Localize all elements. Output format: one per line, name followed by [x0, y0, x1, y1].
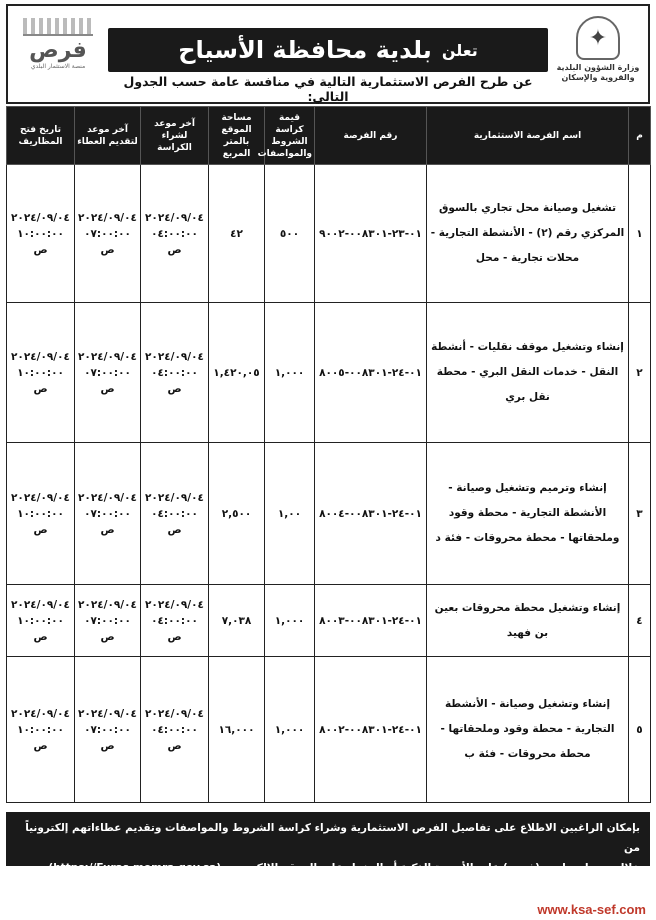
bid-deadline-time: ٠٧:٠٠:٠٠ ص — [84, 614, 131, 643]
announcement-subtitle: عن طرح الفرص الاستثمارية التالية في منافسة عامة حسب الجدول التالي: — [123, 74, 533, 104]
booklet-fee: ١,٠٠٠ — [265, 303, 315, 443]
open-date-date: ٢٠٢٤/٠٩/٠٤ — [11, 350, 70, 363]
row-index: ٣ — [629, 443, 651, 585]
booklet-fee: ١,٠٠٠ — [265, 657, 315, 803]
col-header-name: اسم الفرصة الاستثمارية — [427, 107, 629, 165]
opportunity-name: إنشاء وتشغيل محطة محروقات بعين بن فهيد — [427, 585, 629, 657]
footer-line-1: بإمكان الراغبين الاطلاع على تفاصيل الفرص الاستثمارية وشراء كراسة الشروط والمواصفات وتقديم عطاءاتهم إلكترونياً من — [25, 822, 640, 854]
buy-deadline-date: ٢٠٢٤/٠٩/٠٤ — [145, 491, 204, 504]
buy-deadline-time: ٠٤:٠٠:٠٠ ص — [151, 366, 198, 395]
col-header-fee: قيمة كراسة الشروط والمواصفات — [265, 107, 315, 165]
table-row — [7, 585, 651, 657]
open-date-time: ١٠:٠٠:٠٠ ص — [17, 227, 64, 256]
opportunity-number: ٠١-٢٣-٠٠٨٣٠١-٩٠٠٢ — [315, 165, 427, 303]
ministry-logo — [554, 16, 642, 96]
table-row — [7, 303, 651, 443]
booklet-fee: ١,٠٠٠ — [265, 585, 315, 657]
open-date-time: ١٠:٠٠:٠٠ ص — [17, 723, 64, 752]
bid-deadline-time: ٠٧:٠٠:٠٠ ص — [84, 366, 131, 395]
open-date — [7, 443, 75, 585]
buy-deadline — [141, 303, 209, 443]
bid-deadline-date: ٢٠٢٤/٠٩/٠٤ — [78, 350, 137, 363]
row-index: ٥ — [629, 657, 651, 803]
table-row — [7, 443, 651, 585]
buy-deadline — [141, 443, 209, 585]
opportunity-name: إنشاء وتشغيل موقف نقليات - أنشطة النقل - خدمات النقل البري - محطة نقل بري — [427, 303, 629, 443]
bid-deadline-time: ٠٧:٠٠:٠٠ ص — [84, 723, 131, 752]
watermark: www.ksa-sef.com — [537, 902, 646, 917]
site-area: ٤٢ — [209, 165, 265, 303]
row-index: ٤ — [629, 585, 651, 657]
buy-deadline-date: ٢٠٢٤/٠٩/٠٤ — [145, 211, 204, 224]
col-header-buy-deadline: آخر موعد لشراء الكراسة — [141, 107, 209, 165]
announce-word: تعلن — [441, 40, 478, 60]
bid-deadline-date: ٢٠٢٤/٠٩/٠٤ — [78, 707, 137, 720]
bid-deadline — [75, 303, 141, 443]
palm-swords-emblem-icon: ✦ — [576, 16, 620, 60]
site-area: ١٦,٠٠٠ — [209, 657, 265, 803]
open-date-time: ١٠:٠٠:٠٠ ص — [17, 507, 64, 536]
table-row — [7, 165, 651, 303]
buy-deadline — [141, 657, 209, 803]
row-index: ١ — [629, 165, 651, 303]
buy-deadline-time: ٠٤:٠٠:٠٠ ص — [151, 723, 198, 752]
buy-deadline-time: ٠٤:٠٠:٠٠ ص — [151, 507, 198, 536]
buy-deadline-time: ٠٤:٠٠:٠٠ ص — [151, 227, 198, 256]
title-banner — [108, 28, 548, 72]
open-date-time: ١٠:٠٠:٠٠ ص — [17, 614, 64, 643]
open-date — [7, 585, 75, 657]
opportunity-name: إنشاء وترميم وتشغيل وصيانة - الأنشطة التجارية - محطة وقود وملحقاتها - محطة محروقات - فئة د — [427, 443, 629, 585]
open-date — [7, 657, 75, 803]
furas-brand-sub: منصة الاستثمار البلدي — [30, 63, 86, 70]
booklet-fee: ٥٠٠ — [265, 165, 315, 303]
open-date — [7, 165, 75, 303]
bid-deadline-date: ٢٠٢٤/٠٩/٠٤ — [78, 211, 137, 224]
opportunity-number: ٠١-٢٤-٠٠٨٣٠١-٨٠٠٢ — [315, 657, 427, 803]
buy-deadline-time: ٠٤:٠٠:٠٠ ص — [151, 614, 198, 643]
table-header-row — [7, 107, 651, 165]
col-header-index: م — [629, 107, 651, 165]
buy-deadline-date: ٢٠٢٤/٠٩/٠٤ — [145, 598, 204, 611]
open-date-date: ٢٠٢٤/٠٩/٠٤ — [11, 707, 70, 720]
site-area: ١,٤٢٠,٠٥ — [209, 303, 265, 443]
col-header-bid-deadline: آخر موعد لتقديم العطاء — [75, 107, 141, 165]
opportunity-number: ٠١-٢٤-٠٠٨٣٠١-٨٠٠٤ — [315, 443, 427, 585]
buy-deadline-date: ٢٠٢٤/٠٩/٠٤ — [145, 707, 204, 720]
bid-deadline-time: ٠٧:٠٠:٠٠ ص — [84, 507, 131, 536]
col-header-open-date: تاريخ فتح المظاريف — [7, 107, 75, 165]
booklet-fee: ١,٠٠ — [265, 443, 315, 585]
buy-deadline-date: ٢٠٢٤/٠٩/٠٤ — [145, 350, 204, 363]
col-header-area: مساحة الموقع بالمتر المربع — [209, 107, 265, 165]
ministry-name: وزارة الشؤون البلدية والقروية والإسكان — [556, 63, 640, 82]
table-row — [7, 657, 651, 803]
opportunity-name: إنشاء وتشغيل وصيانة - الأنشطة التجارية - محطة وقود وملحقاتها - محطة محروقات - فئة ب — [427, 657, 629, 803]
furas-brand: فرص — [29, 38, 87, 63]
opportunities-table — [6, 106, 651, 803]
opportunity-name: تشغيل وصيانة محل تجاري بالسوق المركزي رقم (٢) - الأنشطة التجارية - محلات تجارية - محل — [427, 165, 629, 303]
bid-deadline — [75, 585, 141, 657]
footer-line-2: خلال تحميل تطبيق (فرص) على الأجهزة الذكية أو الدخول على الموقع الالكتروني (https://Furas.momra.gov.sa). — [44, 862, 640, 874]
buy-deadline — [141, 585, 209, 657]
open-date-date: ٢٠٢٤/٠٩/٠٤ — [11, 598, 70, 611]
site-area: ٢,٥٠٠ — [209, 443, 265, 585]
bid-deadline — [75, 443, 141, 585]
footer-note — [6, 812, 650, 874]
opportunity-number: ٠١-٢٤-٠٠٨٣٠١-٨٠٠٥ — [315, 303, 427, 443]
skyline-icon — [23, 18, 93, 36]
open-date-date: ٢٠٢٤/٠٩/٠٤ — [11, 211, 70, 224]
open-date-time: ١٠:٠٠:٠٠ ص — [17, 366, 64, 395]
col-header-number: رقم الفرصة — [315, 107, 427, 165]
municipality-title: بلدية محافظة الأسياح — [178, 36, 432, 64]
open-date-date: ٢٠٢٤/٠٩/٠٤ — [11, 491, 70, 504]
buy-deadline — [141, 165, 209, 303]
bid-deadline-time: ٠٧:٠٠:٠٠ ص — [84, 227, 131, 256]
site-area: ٧,٠٣٨ — [209, 585, 265, 657]
bid-deadline-date: ٢٠٢٤/٠٩/٠٤ — [78, 491, 137, 504]
open-date — [7, 303, 75, 443]
announcement-header — [6, 4, 650, 104]
bid-deadline — [75, 657, 141, 803]
bid-deadline-date: ٢٠٢٤/٠٩/٠٤ — [78, 598, 137, 611]
row-index: ٢ — [629, 303, 651, 443]
furas-logo — [16, 18, 100, 98]
opportunity-number: ٠١-٢٤-٠٠٨٣٠١-٨٠٠٣ — [315, 585, 427, 657]
bid-deadline — [75, 165, 141, 303]
